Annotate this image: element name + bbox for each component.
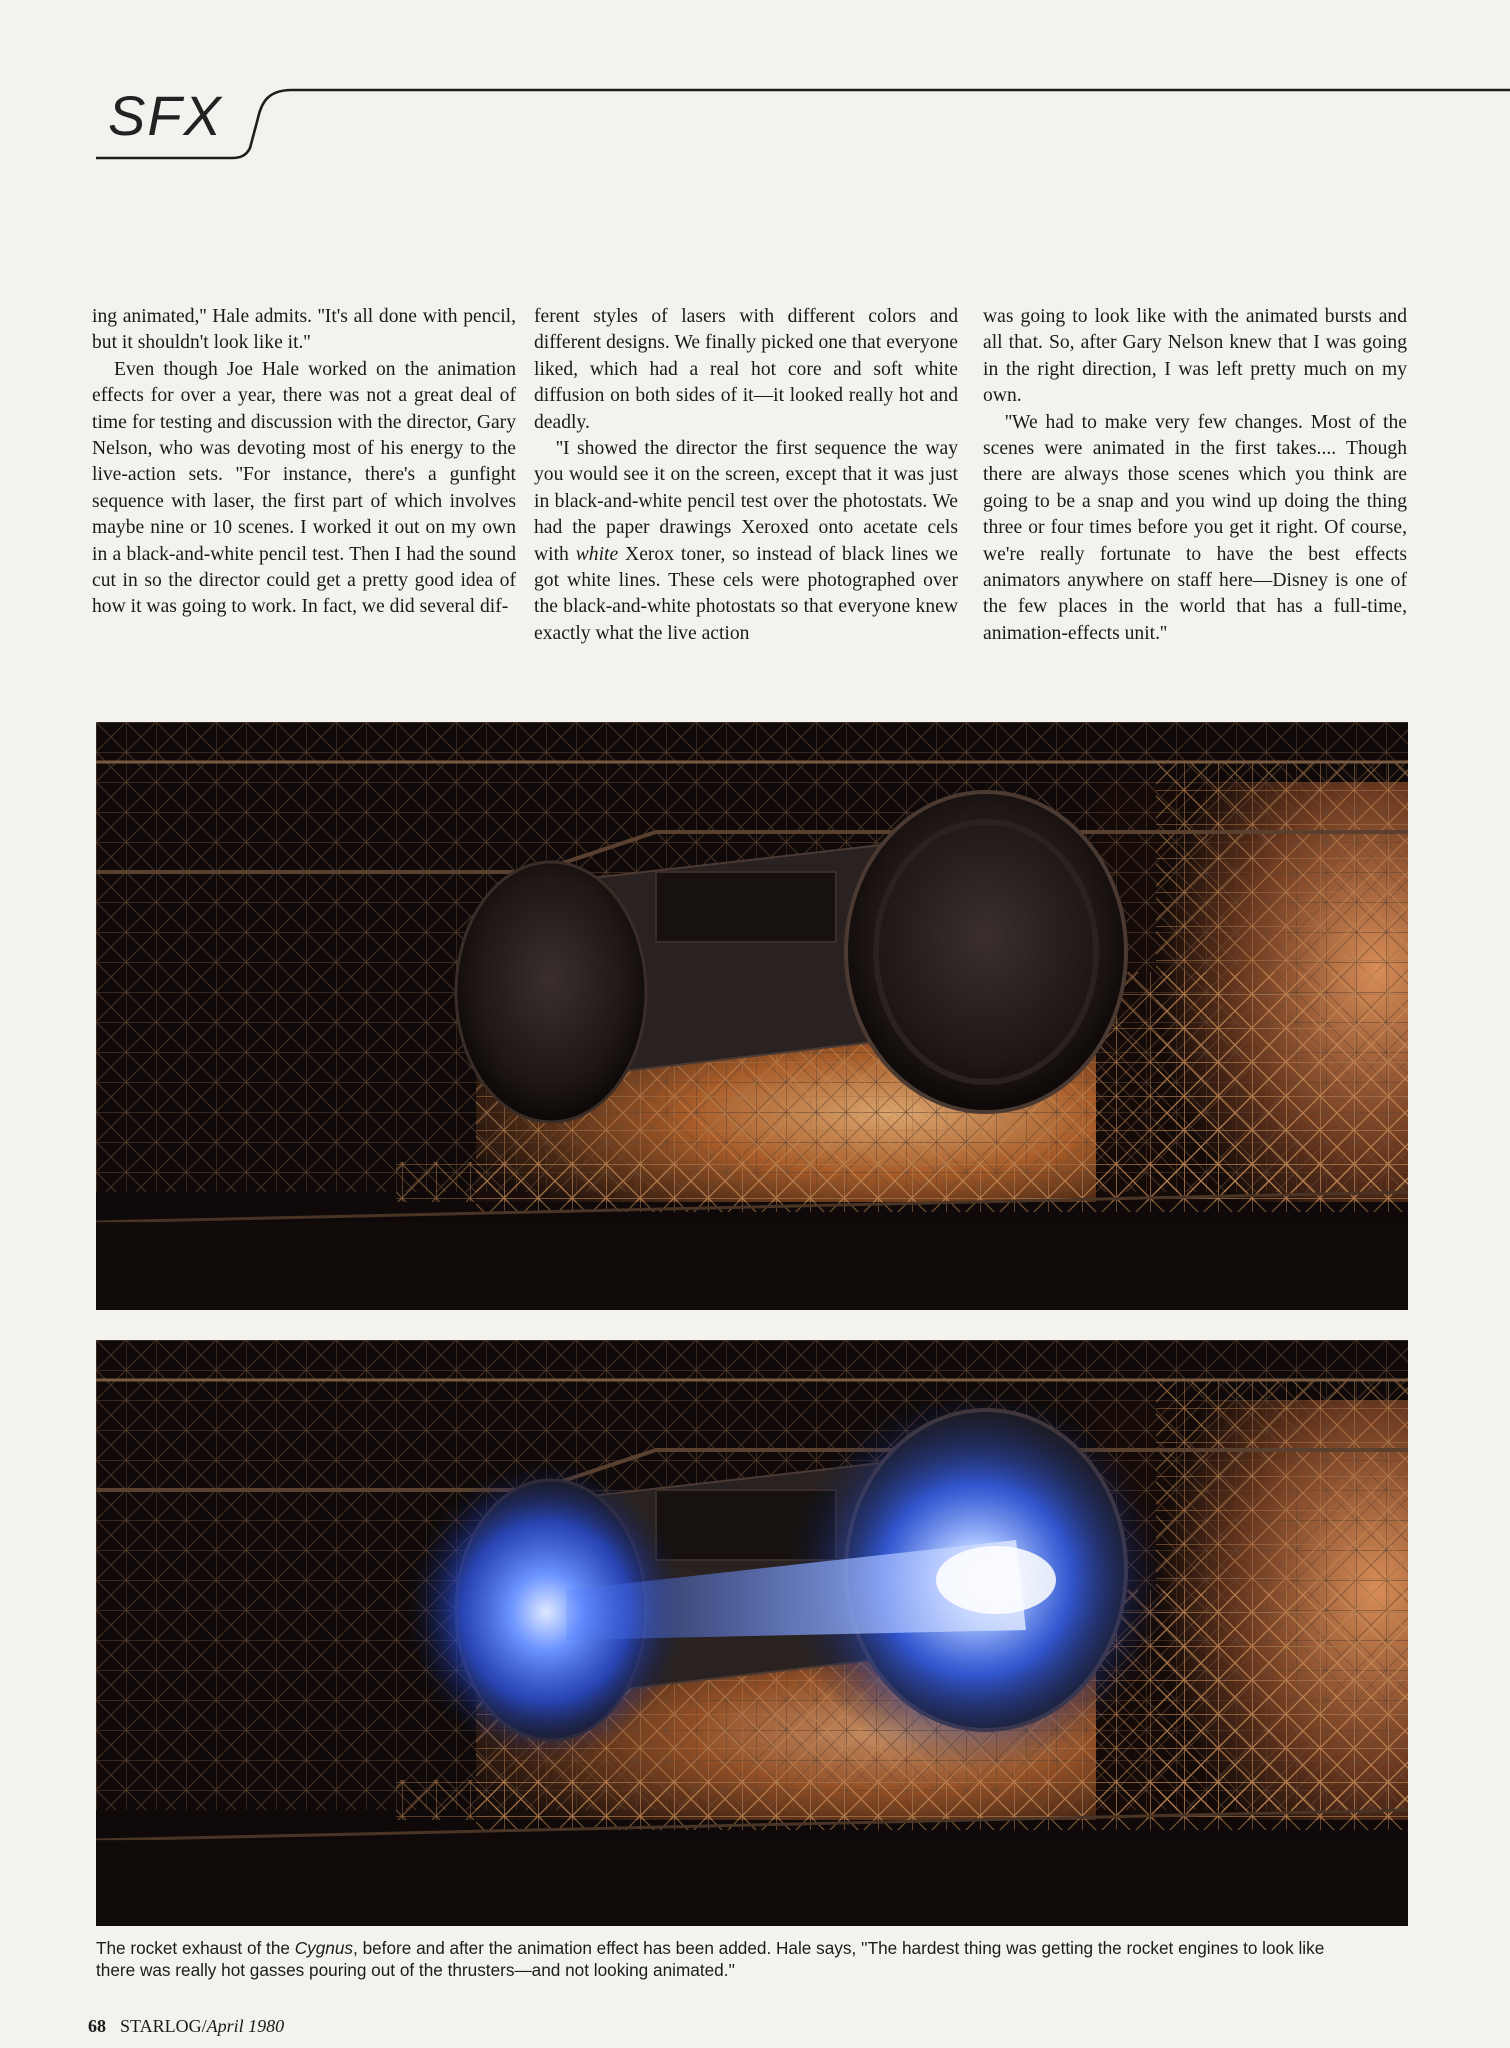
- paragraph: ''We had to make very few changes. Most of the scenes were animated in the first takes.... Though there are always those scenes which you think are going to be a snap and you wind up doing the thing three or four times before you get it right. Of course, we're really fortunate to have the best effects animators anywhere on staff here—Disney is one of the few places in the world that has a full-time, animation-effects unit.'': [983, 411, 1407, 644]
- paragraph-text: Xerox toner, so instead of black lines we got white lines. These cels were photographed over the black-and-white photostats so that everyone knew exactly what the live action: [534, 543, 959, 644]
- caption-part: The rocket exhaust of the: [96, 1938, 295, 1958]
- text-column-3: [983, 304, 1407, 647]
- header-rule: [0, 0, 1510, 180]
- page-number: 68: [88, 2016, 106, 2036]
- magazine-name: STARLOG/: [120, 2016, 207, 2036]
- paragraph: [534, 436, 958, 647]
- issue-date: April 1980: [206, 2016, 285, 2036]
- paragraph: ferent styles of lasers with different colors and different designs. We finally picked one that everyone liked, which had a real hot core and soft white diffusion on both sides of it—it looked really hot and deadly.: [534, 306, 958, 433]
- emphasis-text: white: [575, 543, 619, 565]
- paragraph: Even though Joe Hale worked on the animation effects for over a year, there was not a great deal of time for testing and discussion with the director, Gary Nelson, who was devoting most of his energy to the live-action sets. ''For instance, there's a gunfight sequence with laser, the first part of which involves maybe nine or 10 scenes. I worked it out on my own in a black-and-white pencil test. Then I had the sound cut in so the director could get a pretty good idea of how it was going to work. In fact, we did several dif-: [92, 358, 516, 618]
- cygnus-engines-photo: [96, 722, 1408, 1310]
- text-column-2: [534, 304, 958, 647]
- caption-text: [96, 1937, 1336, 1981]
- paragraph-text: ''I showed the director the first sequence the way you would see it on the screen, except that it was just in black-and-white pencil test over the photostats. We had the paper drawings Xeroxed onto acetate cels with: [534, 438, 958, 565]
- section-label: SFX: [108, 84, 223, 147]
- photo-before-effect: [96, 722, 1408, 1310]
- article-body: [92, 304, 1408, 676]
- paragraph: was going to look like with the animated bursts and all that. So, after Gary Nelson knew that I was going in the right direction, I was left pretty much on my own.: [983, 306, 1407, 407]
- paragraph: ing animated,'' Hale admits. ''It's all done with pencil, but it shouldn't look like it.'': [92, 306, 516, 354]
- page-footer: [88, 2016, 284, 2037]
- text-column-1: [92, 304, 516, 621]
- photo-after-effect: [96, 1340, 1408, 1926]
- section-header: [0, 0, 1510, 180]
- caption-part: , before and after the animation effect has been added. Hale says, ''The hardest thing was getting the rocket engines to look like there was really hot gasses pouring out of the thrusters—and not looking animated.'': [96, 1938, 1325, 1980]
- cygnus-engines-exhaust-photo: [96, 1340, 1408, 1926]
- photo-caption: [96, 1937, 1336, 1981]
- caption-emphasis: Cygnus: [294, 1938, 354, 1958]
